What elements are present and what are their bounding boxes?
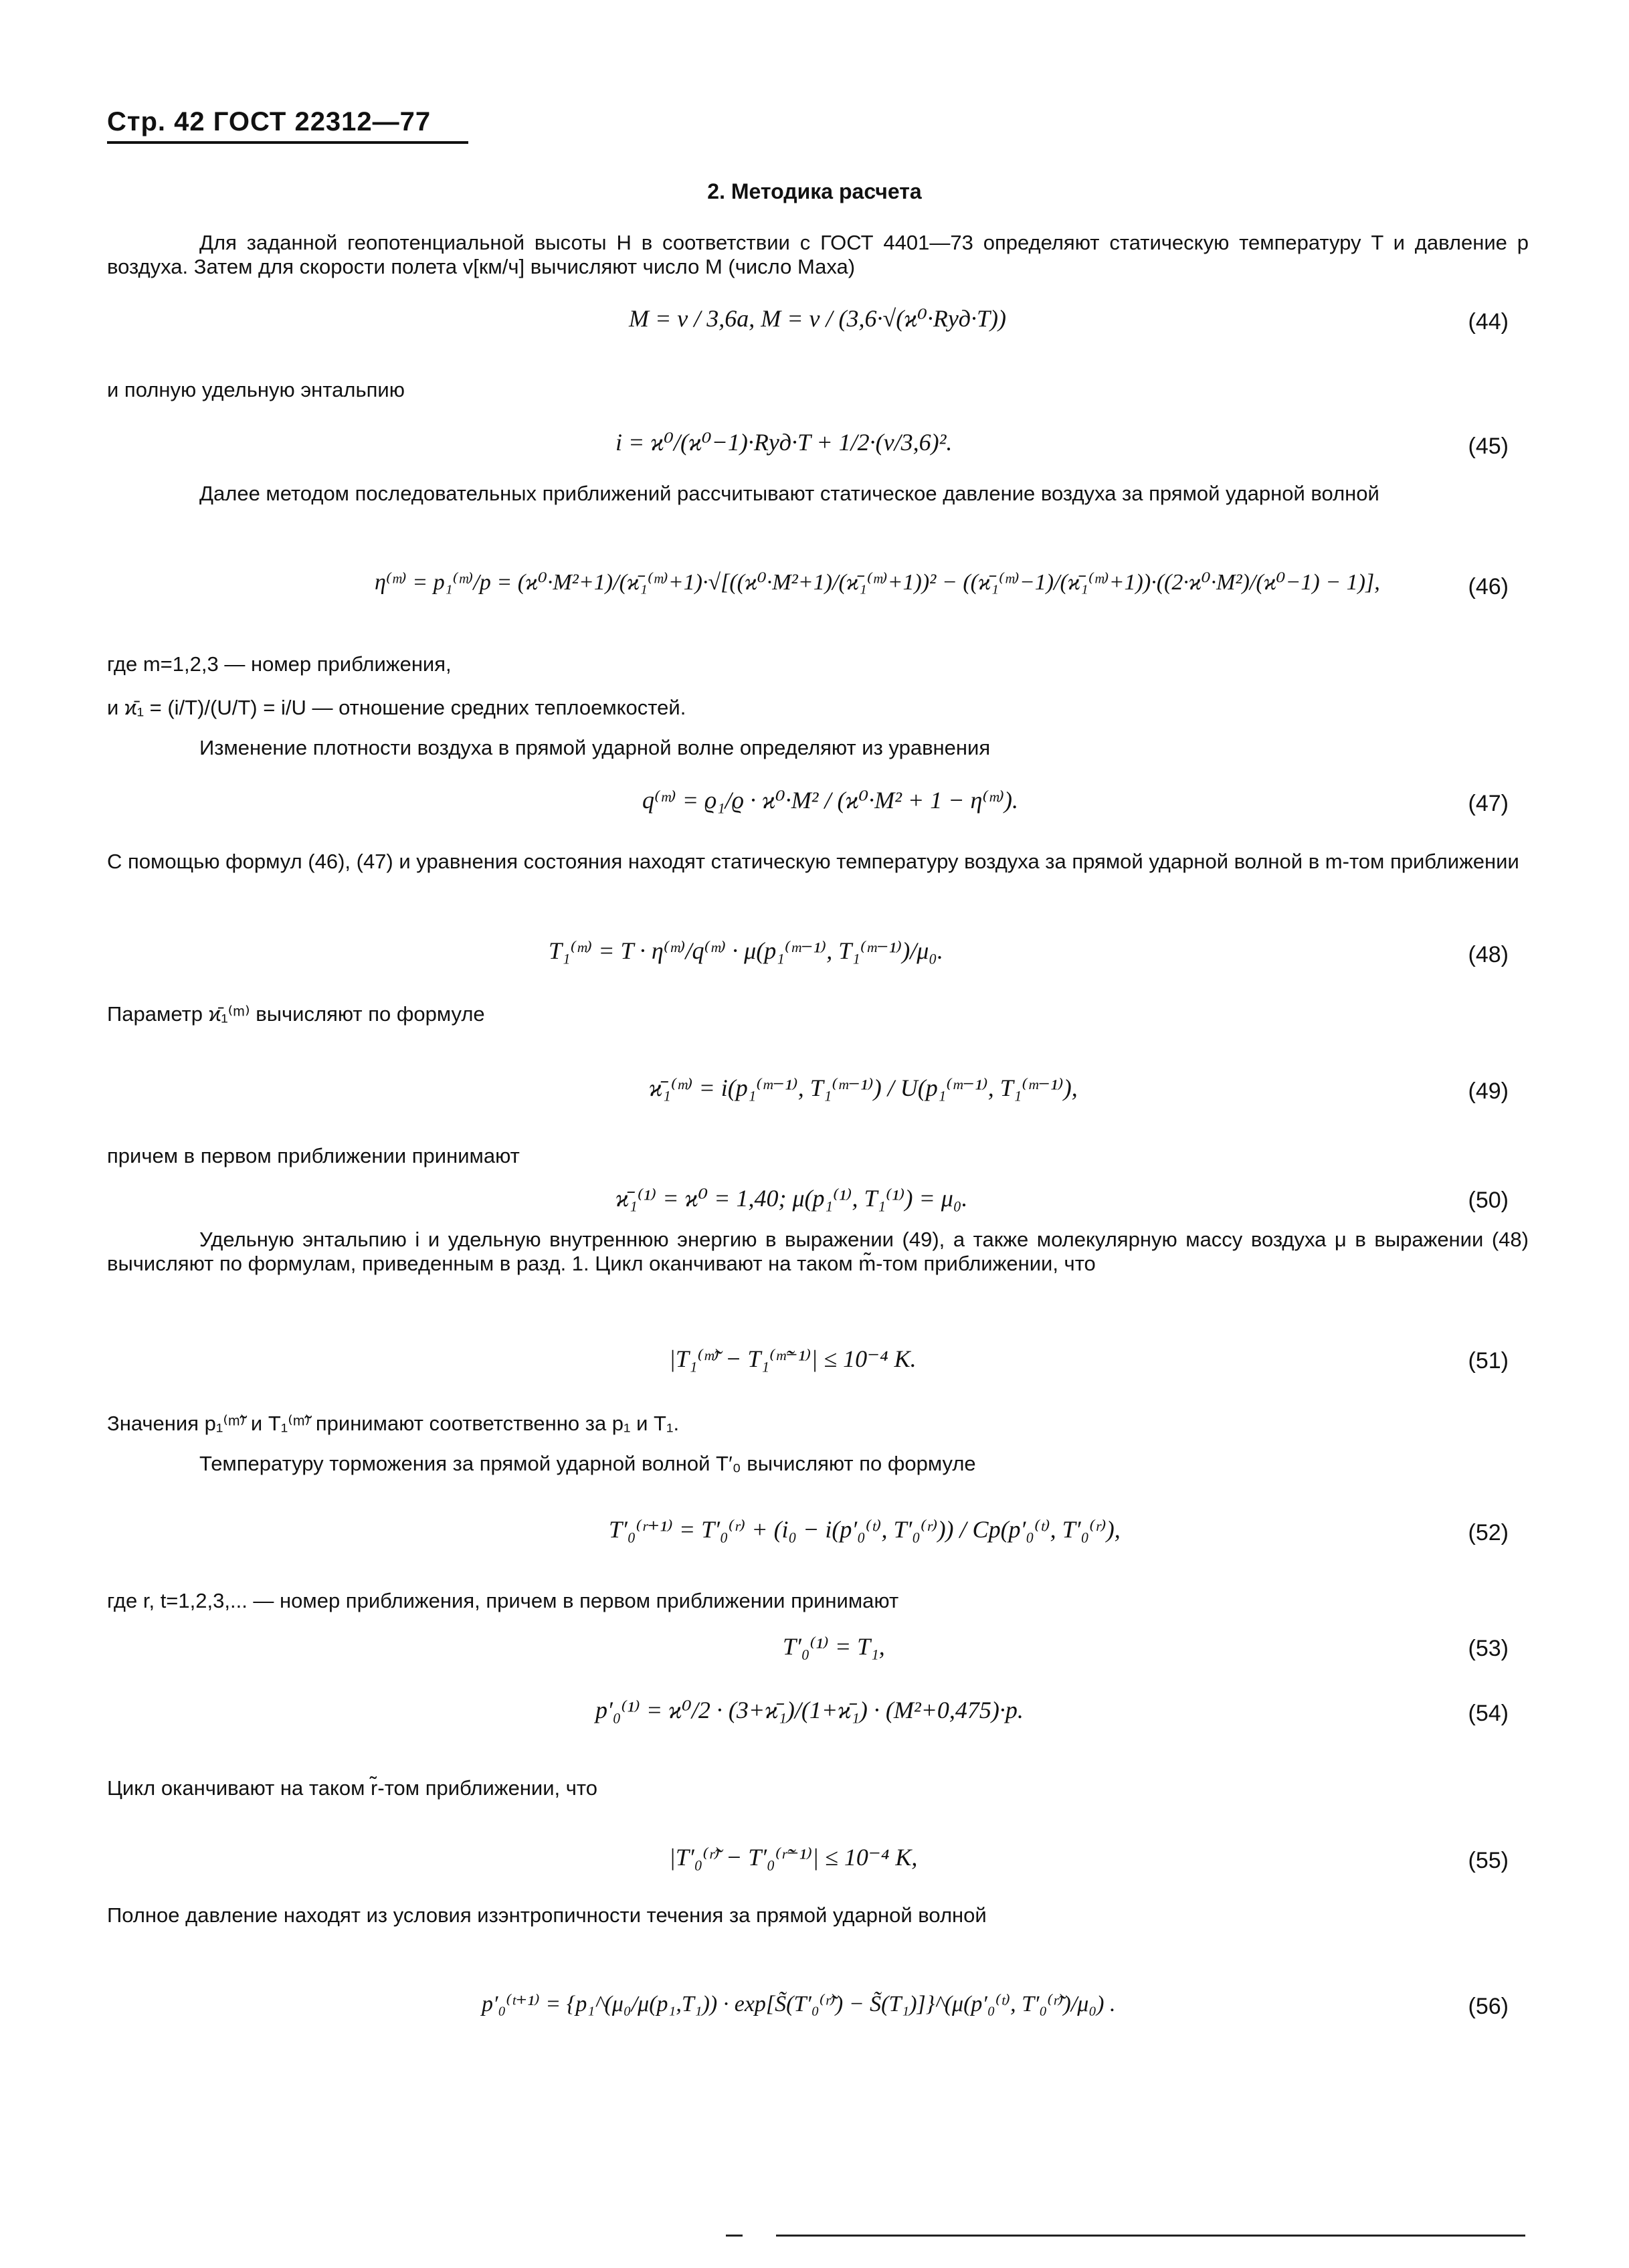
section-title: 2. Методика расчета xyxy=(707,179,922,203)
equation-number-48: (48) xyxy=(1468,942,1509,967)
paragraph-first-approx: причем в первом приближении принимают xyxy=(107,1144,520,1167)
equation-52: T′₀⁽ʳ⁺¹⁾ = T′₀⁽ʳ⁾ + (i₀ − i(p′₀⁽ᵗ⁾, T′₀⁽ʳ⁾)) / Cp(p′₀⁽ᵗ⁾, T′₀⁽ʳ⁾), xyxy=(609,1516,1121,1543)
paragraph-total-pressure: Полное давление находят из условия изэнтропичности течения за прямой ударной волной xyxy=(107,1903,987,1927)
paragraph-values: Значения p₁⁽ᵐ̃⁾ и T₁⁽ᵐ̃⁾ принимают соответственно за p₁ и T₁. xyxy=(107,1412,680,1435)
equation-number-44: (44) xyxy=(1468,309,1509,335)
equation-number-55: (55) xyxy=(1468,1848,1509,1873)
paragraph-iteration-index-r: где r, t=1,2,3,... — номер приближения, причем в первом приближении принимают xyxy=(107,1589,899,1612)
equation-45: i = ϰ⁰/(ϰ⁰−1)·Rуд·T + 1/2·(v/3,6)². xyxy=(615,429,953,456)
footer-rule-short xyxy=(726,2235,743,2237)
equation-number-54: (54) xyxy=(1468,1701,1509,1726)
equation-number-47: (47) xyxy=(1468,791,1509,816)
paragraph-intro: Для заданной геопотенциальной высоты H в соответствии с ГОСТ 4401—73 определяют статическую температуру T и давление p воздуха. Затем для скорости полета v[км/ч] вычисляют число M (число Маха) xyxy=(107,231,1529,278)
equation-47: q⁽ᵐ⁾ = ϱ₁/ϱ · ϰ⁰·M² / (ϰ⁰·M² + 1 − η⁽ᵐ⁾). xyxy=(642,787,1019,814)
paragraph-temperature: С помощью формул (46), (47) и уравнения состояния находят статическую температуру воздуха за прямой ударной волной в m-том приближении xyxy=(107,850,1519,873)
paragraph-parameter: Параметр ϰ̄₁⁽ᵐ⁾ вычисляют по формуле xyxy=(107,1002,485,1026)
equation-number-49: (49) xyxy=(1468,1078,1509,1104)
paragraph-stagnation-temp: Температуру торможения за прямой ударной волной T′₀ вычисляют по формуле xyxy=(199,1452,976,1475)
equation-number-51: (51) xyxy=(1468,1348,1509,1374)
equation-number-46: (46) xyxy=(1468,574,1509,599)
paragraph-enthalpy-intro: и полную удельную энтальпию xyxy=(107,378,405,401)
paragraph-enthalpy-energy: Удельную энтальпию i и удельную внутреннюю энергию в выражении (49), а также молекулярную массу воздуха μ в выражении (48) вычисляют по формулам, приведенным в разд. 1. Цикл оканчивают на таком m̃-том приближении, что xyxy=(107,1228,1529,1275)
equation-53: T′₀⁽¹⁾ = T₁, xyxy=(783,1633,885,1660)
paragraph-iteration-index: где m=1,2,3 — номер приближения, xyxy=(107,652,452,676)
equation-54: p′₀⁽¹⁾ = ϰ⁰/2 · (3+ϰ̄₁)/(1+ϰ̄₁) · (M²+0,475)·p. xyxy=(595,1697,1024,1723)
footer-rule-long xyxy=(776,2235,1525,2237)
paragraph-heat-capacity-ratio: и ϰ̄₁ = (i/T)/(U/T) = i/U — отношение средних теплоемкостей. xyxy=(107,696,686,719)
equation-46: η⁽ᵐ⁾ = p₁⁽ᵐ⁾/p = (ϰ⁰·M²+1)/(ϰ̄₁⁽ᵐ⁾+1)·√[((ϰ⁰·M²+1)/(ϰ̄₁⁽ᵐ⁾+1))² − ((ϰ̄₁⁽ᵐ⁾−1)/(ϰ̄₁⁽ᵐ⁾+1))·((2·ϰ⁰·M²)/(ϰ⁰−1) − 1)], xyxy=(375,570,1380,595)
equation-number-56: (56) xyxy=(1468,1994,1509,2019)
equation-number-53: (53) xyxy=(1468,1636,1509,1661)
equation-49: ϰ̄₁⁽ᵐ⁾ = i(p₁⁽ᵐ⁻¹⁾, T₁⁽ᵐ⁻¹⁾) / U(p₁⁽ᵐ⁻¹⁾, T₁⁽ᵐ⁻¹⁾), xyxy=(649,1074,1078,1101)
equation-55: |T′₀⁽ʳ̃⁾ − T′₀⁽ʳ̃⁻¹⁾| ≤ 10⁻⁴ K, xyxy=(669,1844,918,1871)
paragraph-shock-pressure: Далее методом последовательных приближений рассчитывают статическое давление воздуха за прямой ударной волной xyxy=(199,482,1379,505)
equation-number-50: (50) xyxy=(1468,1188,1509,1213)
equation-50: ϰ̄₁⁽¹⁾ = ϰ⁰ = 1,40; μ(p₁⁽¹⁾, T₁⁽¹⁾) = μ₀. xyxy=(615,1185,968,1212)
paragraph-cycle-end: Цикл оканчивают на таком r̃-том приближении, что xyxy=(107,1776,598,1800)
equation-56: p′₀⁽ᵗ⁺¹⁾ = {p₁^(μ₀/μ(p₁,T₁)) · exp[S̃(T′₀⁽ʳ̃⁾) − S̃(T₁)]}^(μ(p′₀⁽ᵗ⁾, T′₀⁽ʳ̃⁾)/μ₀) . xyxy=(482,1992,1116,2016)
page-header: Стр. 42 ГОСТ 22312—77 xyxy=(107,107,468,144)
equation-number-45: (45) xyxy=(1468,434,1509,459)
equation-51: |T₁⁽ᵐ̃⁾ − T₁⁽ᵐ̃⁻¹⁾| ≤ 10⁻⁴ K. xyxy=(669,1345,917,1372)
equation-44: M = v / 3,6a, M = v / (3,6·√(ϰ⁰·Rуд·T)) xyxy=(629,305,1006,332)
paragraph-density-change: Изменение плотности воздуха в прямой ударной волне определяют из уравнения xyxy=(199,736,991,759)
equation-48: T₁⁽ᵐ⁾ = T · η⁽ᵐ⁾/q⁽ᵐ⁾ · μ(p₁⁽ᵐ⁻¹⁾, T₁⁽ᵐ⁻¹⁾)/μ₀. xyxy=(549,937,943,964)
equation-number-52: (52) xyxy=(1468,1520,1509,1545)
